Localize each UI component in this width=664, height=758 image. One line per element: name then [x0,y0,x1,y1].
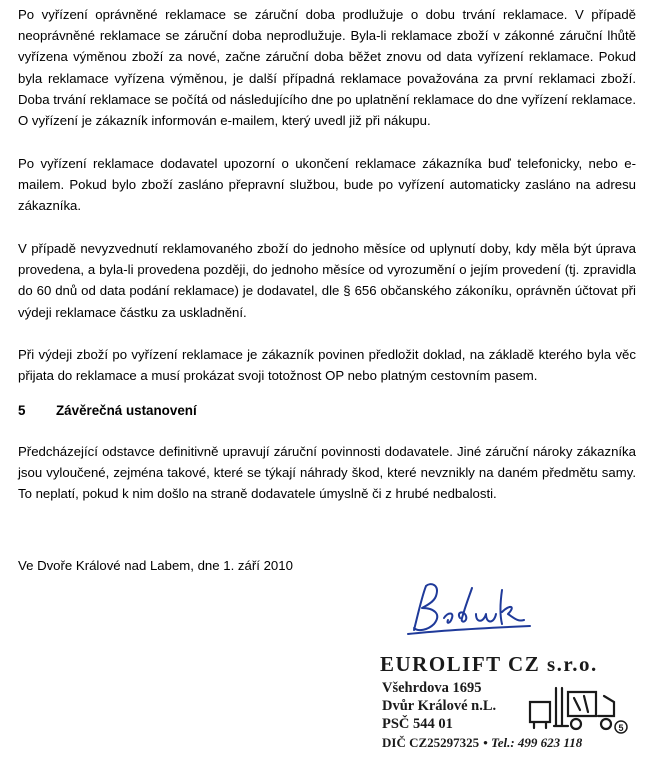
paragraph-pickup-requirements: Při výdeji zboží po vyřízení reklamace je zákazník povinen předložit doklad, na základě kterého byla věc přijata do reklamace a musí prokázat svoji totožnost OP nebo platným cestovním pasem. [18,347,636,384]
handwritten-signature [404,578,534,638]
stamp-phone: • Tel.: 499 623 118 [483,735,583,750]
stamp-postal-code: PSČ 544 01 [382,716,453,732]
stamp-tax-and-phone [382,735,582,751]
paragraph-warranty-extension: Po vyřízení oprávněné reklamace se záruční doba prodlužuje o dobu trvání reklamace. V případě neoprávněné reklamace se záruční doba neprodlužuje. Byla-li reklamace zboží v zákonné záruční lhůtě vyřízena výměnou zboží za nové, začne záruční doba běžet znovu od data vyřízení reklamace. Pokud byla reklamace vyřízena výměnou, je další případná reklamace považována za první reklamaci zboží. Doba trvání reklamace se počítá od následujícího dne po uplatnění reklamace do dne vyřízení reklamace. O vyřízení je zákazník informován e-mailem, který uvedl již při nákupu. [18,7,636,129]
place-and-date: Ve Dvoře Králové nad Labem, dne 1. září 2010 [18,558,293,573]
company-stamp [372,652,642,756]
stamp-city: Dvůr Králové n.L. [382,698,497,714]
stamp-dic: DIČ CZ25297325 [382,735,480,750]
paragraph-final-provisions: Předcházející odstavce definitivně upravují záruční povinnosti dodavatele. Jiné záruční nároky zákazníka jsou vyloučené, zejména takové, které se týkají náhrady škod, které nevznikly na daném předmětu samy. To neplatí, pokud k nim došlo na straně dodavatele úmyslně či z hrubé nedbalosti. [18,444,636,502]
logo-number: 5 [618,723,624,733]
paragraph-completion-notice: Po vyřízení reklamace dodavatel upozorní o ukončení reklamace zákazníka buď telefonicky, nebo e-mailem. Pokud bylo zboží zasláno přepravní službou, bude po vyřízení automaticky zasláno na adresu zákazníka. [18,156,636,214]
section-title: Závěrečná ustanovení [56,403,197,418]
stamp-company-name: EUROLIFT CZ s.r.o. [380,652,598,676]
section-number: 5 [18,403,26,418]
stamp-street: Všehrdova 1695 [382,680,482,696]
section-heading [18,403,197,418]
paragraph-storage-fee: V případě nevyzvednutí reklamovaného zboží do jednoho měsíce od uplynutí doby, kdy měla být úprava provedena, a byla-li provedena později, do jednoho měsíce od vyrozumění o jejím provedení (tj. zpravidla do 60 dnů od data podání reklamace) je dodavatel, dle § 656 občanského zákoníku, oprávněn účtovat při výdeji reklamace částku za uskladnění. [18,241,636,320]
forklift-logo-icon [528,682,628,734]
